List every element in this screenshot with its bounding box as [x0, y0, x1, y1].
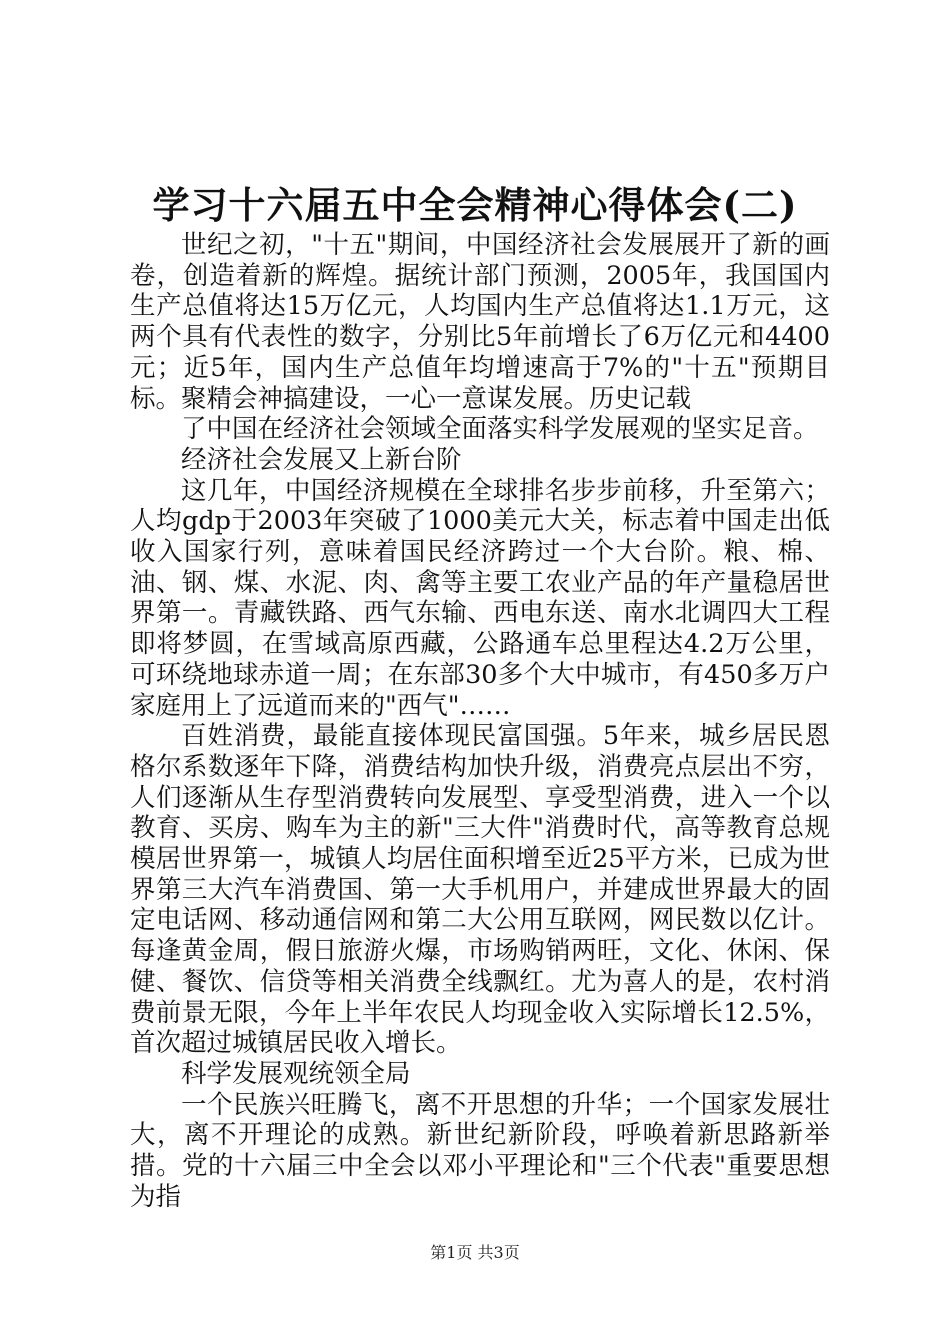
- document-title: 学习十六届五中全会精神心得体会(二): [152, 183, 798, 227]
- page-footer: 第1页 共3页: [430, 1243, 520, 1262]
- document-body: [130, 230, 830, 1213]
- paragraph-theory: 一个民族兴旺腾飞，离不开思想的升华；一个国家发展壮大，离不开理论的成熟。新世纪新阶段，呼唤着新思路新举措。党的十六届三中全会以邓小平理论和"三个代表"重要思想为指: [130, 1089, 830, 1212]
- paragraph-intro: 世纪之初，"十五"期间，中国经济社会发展展开了新的画卷，创造着新的辉煌。据统计部门预测，2005年，我国国内生产总值将达15万亿元，人均国内生产总值将达1.1万元，这两个具有代表性的数字，分别比5年前增长了6万亿元和4400元；近5年，国内生产总值年均增速高于7%的"十五"预期目标。聚精会神搞建设，一心一意谋发展。历史记载: [130, 230, 830, 414]
- section-heading-development: 经济社会发展又上新台阶: [181, 444, 462, 475]
- paragraph-consumption: 百姓消费，最能直接体现民富国强。5年来，城乡居民恩格尔系数逐年下降，消费结构加快升级，消费亮点层出不穷，人们逐渐从生存型消费转向发展型、享受型消费，进入一个以教育、买房、购车为主的新"三大件"消费时代，高等教育总规模居世界第一，城镇人均居住面积增至近25平方米，已成为世界第三大汽车消费国、第一大手机用户，并建成世界最大的固定电话网、移动通信网和第二大公用互联网，网民数以亿计。每逢黄金周，假日旅游火爆，市场购销两旺，文化、休闲、保健、餐饮、信贷等相关消费全线飘红。尤为喜人的是，农村消费前景无限，今年上半年农民人均现金收入实际增长12.5%，首次超过城镇居民收入增长。: [130, 721, 830, 1059]
- paragraph-economy: 这几年，中国经济规模在全球排名步步前移，升至第六；人均gdp于2003年突破了1000美元大关，标志着中国走出低收入国家行列，意味着国民经济跨过一个大台阶。粮、棉、油、钢、煤、水泥、肉、禽等主要工农业产品的年产量稳居世界第一。青藏铁路、西气东输、西电东送、南水北调四大工程即将梦圆，在雪域高原西藏，公路通车总里程达4.2万公里，可环绕地球赤道一周；在东部30多个大中城市，有450多万户家庭用上了远道而来的"西气"……: [130, 475, 830, 721]
- paragraph-continuation: 了中国在经济社会领域全面落实科学发展观的坚实足音。: [181, 414, 819, 445]
- section-heading-scientific-outlook: 科学发展观统领全局: [181, 1058, 411, 1089]
